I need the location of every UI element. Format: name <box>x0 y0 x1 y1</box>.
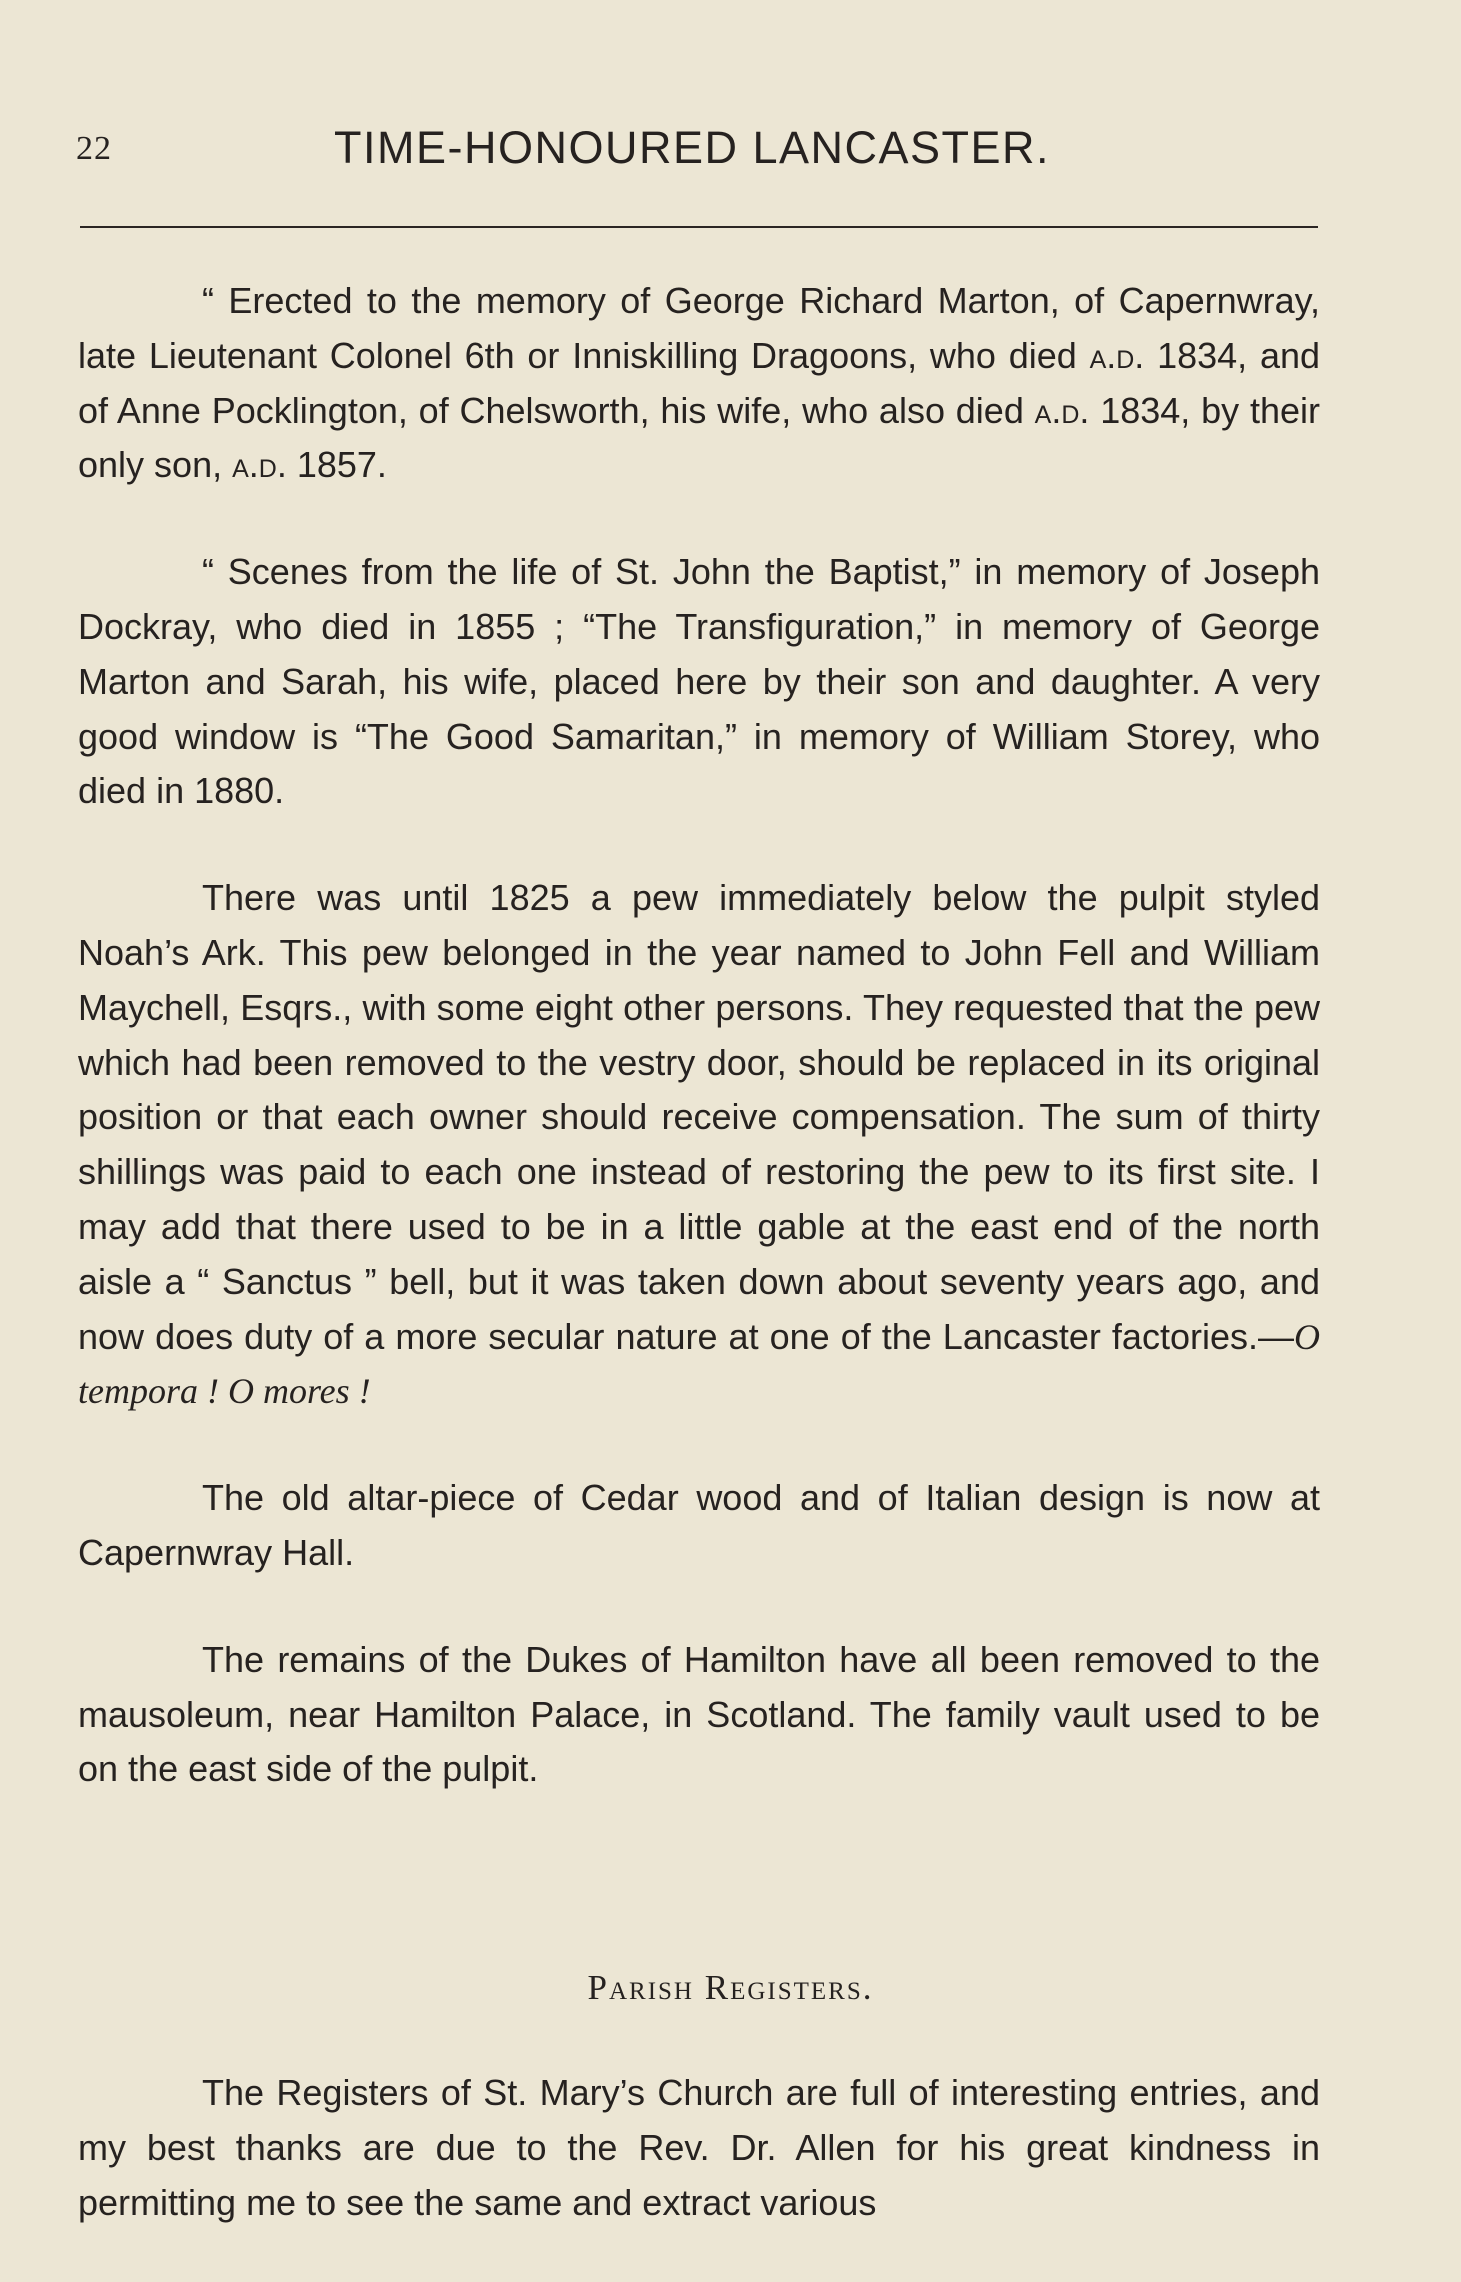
page-number: 22 <box>76 130 112 167</box>
text-run: There was until 1825 a pew immediately below the pulpit styled Noah’s Ark. This pew belonged in the year named to John Fell and William Maychell, Esqrs., with some eight other persons. They requested that the pew which had been removed to the vestry door, should be replaced in its original position or that each owner should receive compensation. The sum of thirty shillings was paid to each one instead of restoring the pew to its first site. I may add that there used to be in a little gable at the east end of the north aisle a “ Sanctus ” bell, but it was taken down about seventy years ago, and now does duty of a more secular nature at one of the Lancaster factories.— <box>78 877 1320 1357</box>
section-heading: Parish Registers. <box>587 1968 874 2007</box>
text-run: “ Erected to the memory of George Richard Marton, of Capernwray, late Lieutenant Colonel 6th or Inniskilling Dragoons, who died <box>78 280 1320 376</box>
paragraph-altar-piece: The old altar-piece of Cedar wood and of Italian design is now at Capernwray Hall. <box>78 1477 1320 1573</box>
text-run: 1857. <box>286 444 387 486</box>
text-run: 1834, by their only son, <box>78 389 1320 486</box>
era-abbreviation: a.d. <box>1089 334 1145 376</box>
era-abbreviation: a.d. <box>1034 389 1090 431</box>
era-abbreviation: a.d. <box>232 444 287 486</box>
paragraph-registers: The Registers of St. Mary’s Church are full of interesting entries, and my best thanks are due to the Rev. Dr. Allen for his great kindness in permitting me to see the same and extract various <box>78 2072 1320 2223</box>
running-title: TIME-HONOURED LANCASTER. <box>334 122 1051 173</box>
page-body <box>78 274 1320 1797</box>
text-run: 1834, and of Anne Pocklington, of Chelsworth, his wife, who also died <box>78 334 1321 431</box>
paragraph-noahs-ark-pew <box>78 871 1320 1419</box>
paragraph-hamilton-remains: The remains of the Dukes of Hamilton have all been removed to the mausoleum, near Hamilton Palace, in Scotland. The family vault used to be on the east side of the pulpit. <box>78 1638 1320 1790</box>
latin-phrase: O tempora ! O mores ! <box>78 1316 1320 1412</box>
section-body <box>78 2066 1320 2230</box>
paragraph-windows: “ Scenes from the life of St. John the Baptist,” in memory of Joseph Dockray, who died in 1855 ; “The Transfiguration,” in memory of George Marton and Sarah, his wife, placed here by their son and daughter. A very good window is “The Good Samaritan,” in memory of William Storey, who died in 1880. <box>78 551 1320 812</box>
paragraph-memorial-marton <box>78 274 1320 493</box>
header-rule <box>80 226 1318 228</box>
page-header <box>76 122 1321 182</box>
